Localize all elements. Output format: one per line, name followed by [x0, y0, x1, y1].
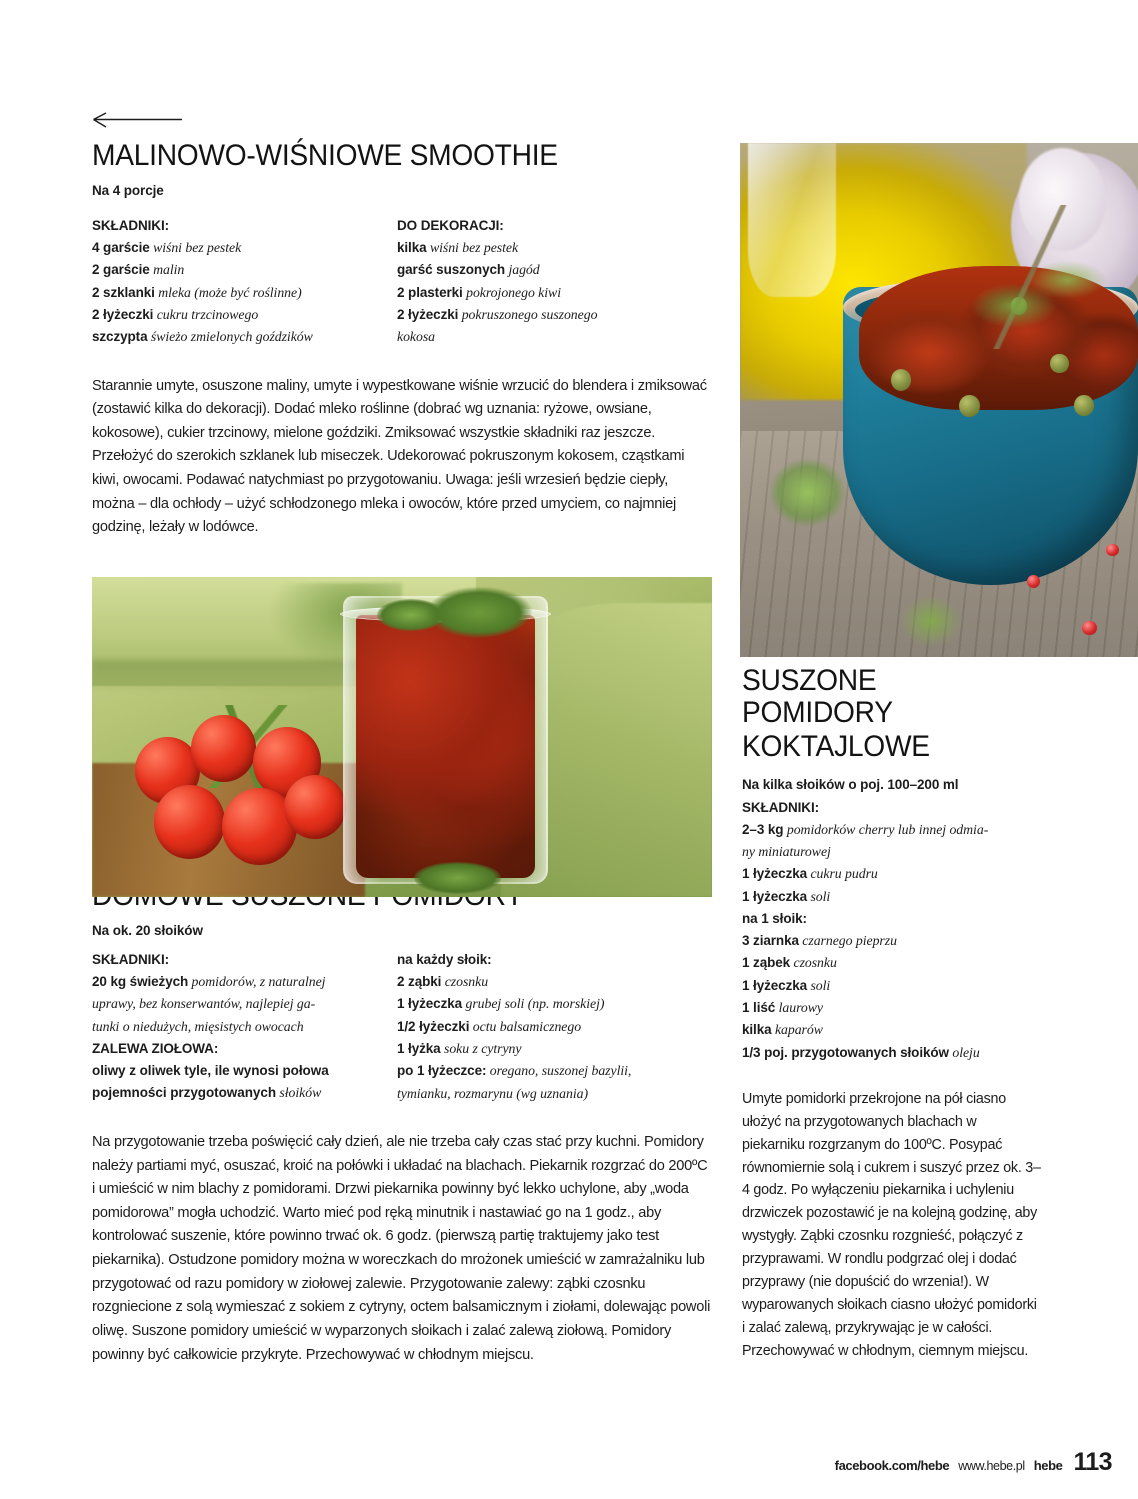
photo-background	[92, 577, 712, 897]
ingredient-item: 2 łyżeczki cukru trzcinowego	[92, 306, 259, 322]
pink-peppercorn	[1027, 575, 1041, 588]
photo-dried-tomatoes-jar	[92, 577, 712, 897]
thyme-sprig	[899, 595, 963, 646]
ingredients-heading: SKŁADNIKI:	[92, 217, 169, 233]
ingredient-item: 1 łyżeczka grubej soli (np. morskiej)	[397, 996, 605, 1012]
recipe-serves-smoothie: Na 4 porcje	[92, 183, 164, 199]
cherry-tomato	[191, 715, 256, 782]
ingredients-heading: SKŁADNIKI:	[92, 951, 169, 967]
ingredient-item: uprawy, bez konserwantów, najlepiej ga-	[92, 996, 316, 1012]
ingredients-per-jar-dried-tomatoes	[397, 949, 714, 1105]
ingredient-item: szczypta świeżo zmielonych goździków	[92, 329, 313, 345]
ingredient-item: 2 ząbki czosnku	[397, 973, 489, 989]
ingredient-item: 2–3 kg pomidorków cherry lub innej odmia-	[742, 821, 989, 837]
caper	[1050, 354, 1068, 374]
ingredient-item: 2 szklanki mleka (może być roślinne)	[92, 284, 302, 300]
website-link[interactable]: www.hebe.pl	[958, 1459, 1025, 1473]
ingredient-item: kokosa	[397, 329, 436, 345]
per-jar-heading: na każdy słoik:	[397, 951, 492, 967]
ingredients-decoration-smoothie	[397, 215, 714, 349]
ingredient-item: tunki o niedużych, mięsistych owocach	[92, 1018, 304, 1034]
right-column	[742, 665, 1042, 1362]
ingredients-columns-dried-tomatoes	[92, 949, 714, 1105]
ingredient-item: po 1 łyżeczce: oregano, suszonej bazylii,	[397, 1063, 632, 1079]
facebook-link[interactable]: facebook.com/hebe	[834, 1458, 950, 1473]
ingredient-item: 1/3 poj. przygotowanych słoików oleju	[742, 1044, 980, 1060]
recipe-method-smoothie: Starannie umyte, osuszone maliny, umyte i wypestkowane wiśnie wrzucić do blendera i zmiksować (zostawić kilka do dekoracji). Dodać mleko roślinne (dobrać wg uznania: ryżowe, owsiane, kokosowe), cukier trzcinowy, mielone goździki. Zmiksować wszystkie składniki raz jeszcze. Przełożyć do szerokich szklanek lub miseczek. Udekorować pokruszonym kokosem, cząstkami kiwi, owocami. Podawać natychmiast po przygotowaniu. Uwaga: jeśli wrzesień będzie ciepły, można – dla ochłody – użyć schłodzonego mleka i owoców, które przed umyciem, co najmniej godzinę, leżały w lodówce.	[92, 377, 707, 536]
photo-tomato-bowl	[740, 143, 1138, 657]
brine-heading: ZALEWA ZIOŁOWA:	[92, 1040, 219, 1056]
ingredient-item: tymianku, rozmarynu (wg uznania)	[397, 1085, 589, 1101]
photo-background	[740, 143, 1138, 657]
arrow-left-icon[interactable]	[92, 112, 184, 134]
pink-peppercorn	[1082, 621, 1096, 635]
ingredients-primary-dried-tomatoes	[92, 949, 397, 1105]
pink-peppercorn	[1106, 544, 1119, 556]
ingredient-item: kilka kaparów	[742, 1022, 823, 1038]
recipe-method-dried-tomatoes: Na przygotowanie trzeba poświęcić cały dzień, ale nie trzeba cały czas stać przy kuchni. Pomidory należy partiami myć, osuszać, kroić na połówki i układać na blachach. Piekarnik rozgrzać do 200ºC i umieścić w nim blachy z pomidorami. Drzwi piekarnika powinny być lekko uchylone, aby „woda pomidorowa” mogła uchodzić. Warto mieć pod ręką minutnik i nastawiać go na 1 godz., aby kontrolować suszenie, które powinno trwać ok. 6 godz. (pierwszą partię traktujemy jako test piekarnika). Ostudzone pomidory można w woreczkach do mrożonek umieścić w zamrażalniku lub przygotować od razu pomidory w ziołowej zalewie. Przygotowanie zalewy: ząbki czosnku rozgniecione z solą wymieszać z sokiem z cytryny, octem balsamicznym i ziołami, dolewając powoli oliwę. Suszone pomidory umieścić w wyparzonych słoikach i zalać zalewą ziołową. Pomidory powinny być całkowicie przykryte. Przechowywać w chłodnym miejscu.	[92, 1133, 711, 1363]
ingredient-item: garść suszonych jagód	[397, 262, 540, 278]
ingredient-item: 3 ziarnka czarnego pieprzu	[742, 932, 897, 948]
page-footer	[835, 1448, 1112, 1477]
recipe-serves-dried-tomatoes: Na ok. 20 słoików	[92, 923, 203, 939]
caper	[891, 369, 911, 391]
ingredient-item: 4 garście wiśni bez pestek	[92, 239, 242, 255]
ingredient-item: 2 plasterki pokrojonego kiwi	[397, 284, 561, 300]
decoration-heading: DO DEKORACJI:	[397, 217, 504, 233]
recipe-title-smoothie: MALINOWO-WIŚNIOWE SMOOTHIE	[92, 139, 558, 172]
ingredient-item: 1 łyżka soku z cytryny	[397, 1040, 522, 1056]
recipe-title-cocktail-tomatoes-line1: SUSZONE POMIDORY	[742, 664, 893, 730]
ingredient-item: 1 łyżeczka cukru pudru	[742, 866, 878, 882]
ingredient-item: 1/2 łyżeczki octu balsamicznego	[397, 1018, 582, 1034]
recipe-title-cocktail-tomatoes-line2: KOKTAJLOWE	[742, 729, 930, 763]
oregano-sprig	[414, 862, 501, 894]
page-number: 113	[1073, 1448, 1112, 1476]
ingredient-item: 1 liść laurowy	[742, 999, 823, 1015]
jar-contents-dried-tomatoes	[356, 615, 536, 877]
per-jar-heading: na 1 słoik:	[742, 910, 807, 926]
ingredient-item: 20 kg świeżych pomidorów, z naturalnej	[92, 973, 326, 989]
ingredient-item: 2 łyżeczki pokruszonego suszonego	[397, 306, 598, 322]
cherry-tomato	[154, 785, 225, 859]
recipe-serves-cocktail-tomatoes: Na kilka słoików o poj. 100–200 ml	[742, 777, 959, 793]
bottle-neck	[748, 143, 836, 297]
caper	[959, 395, 980, 418]
ingredients-primary-smoothie	[92, 215, 397, 349]
ingredients-columns-smoothie	[92, 215, 714, 349]
thyme-sprig	[947, 205, 1114, 349]
ingredient-item: oliwy z oliwek tyle, ile wynosi połowa	[92, 1062, 329, 1078]
brand-name: hebe	[1033, 1458, 1063, 1473]
recipe-method-cocktail-tomatoes: Umyte pomidorki przekrojone na pół ciasno ułożyć na przygotowanych blachach w piekarniku rozgrzanym do 100ºC. Posypać równomiernie solą i cukrem i suszyć przez ok. 3–4 godz. Po wyłączeniu piekarnika i uchyleniu drzwiczek pozostawić je na kolejną godzinę, aby wystygły. Ząbki czosnku rozgnieść, połączyć z przyprawami. W rondlu podgrzać olej i dodać przyprawy (nie dopuścić do wrzenia!). W wyparowanych słoikach ciasno ułożyć pomidorki i zalać zalewą, przykrywając je w całości. Przechowywać w chłodnym, ciemnym miejscu.	[742, 1090, 1041, 1359]
ingredient-item: 2 garście malin	[92, 262, 185, 278]
ingredient-item: pojemności przygotowanych słoików	[92, 1084, 322, 1100]
ingredients-heading: SKŁADNIKI:	[742, 799, 819, 815]
ingredient-item: 1 ząbek czosnku	[742, 955, 837, 971]
ingredient-item: 1 łyżeczka soli	[742, 888, 831, 904]
ingredient-item: 1 łyżeczka soli	[742, 977, 831, 993]
ingredient-item: kilka wiśni bez pestek	[397, 239, 519, 255]
ingredient-item: ny miniaturowej	[742, 843, 831, 859]
